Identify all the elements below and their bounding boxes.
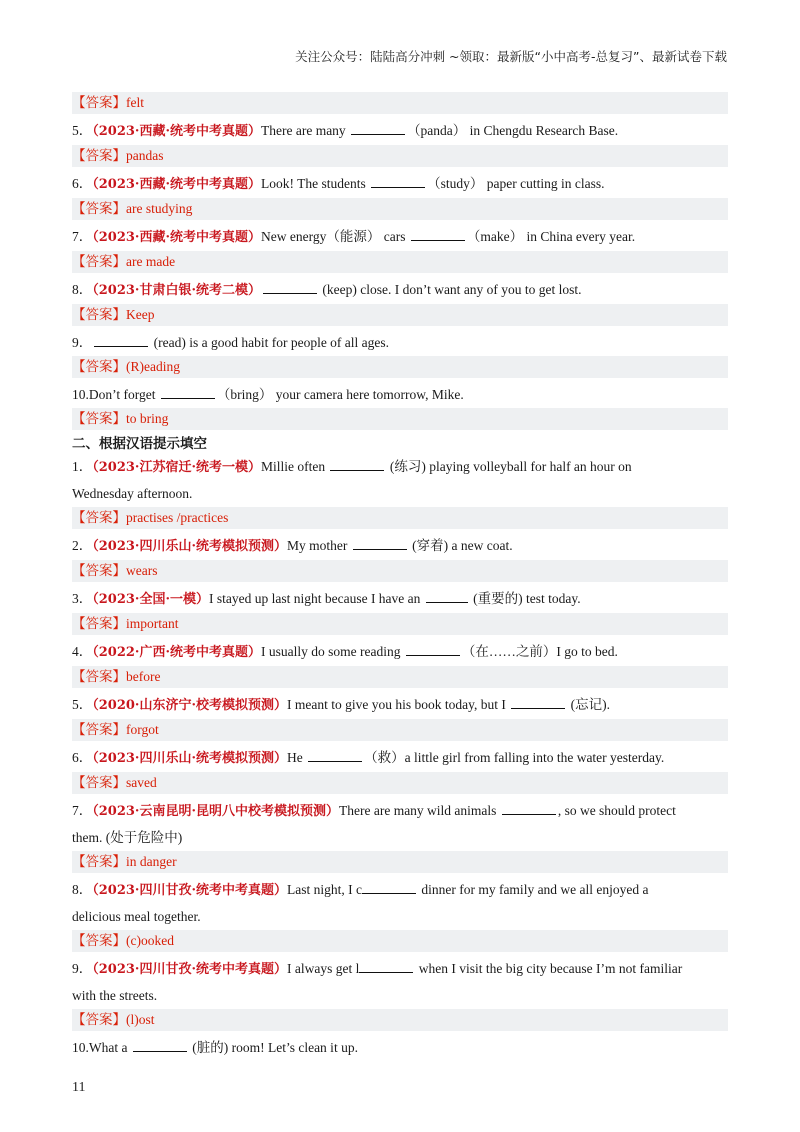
question-source: （2023·西藏·统考中考真题） xyxy=(92,124,261,139)
question-source: （2023·甘肃白银·统考二模） xyxy=(92,283,261,298)
answer-tag: 【答案】 xyxy=(72,616,126,631)
question-number: 9． xyxy=(72,961,93,976)
answer-blank xyxy=(94,332,148,347)
answer-row xyxy=(72,408,728,430)
question-text-post: (练习) playing volleyball for half an hour on xyxy=(386,459,632,474)
answer-blank xyxy=(161,384,215,399)
question-text-pre: Millie often xyxy=(260,459,329,474)
answer-text: forgot xyxy=(126,722,159,737)
question-p1-8 xyxy=(72,277,728,304)
question-p2-8 xyxy=(72,877,728,930)
answer-text: felt xyxy=(126,95,144,110)
question-source: （2022·广西·统考中考真题） xyxy=(92,645,261,660)
answer-tag: 【答案】 xyxy=(72,669,126,684)
question-text-post: (重要的) test today. xyxy=(469,591,581,606)
answer-text: wears xyxy=(126,563,158,578)
answer-blank xyxy=(511,694,565,709)
question-source: （2023·江苏宿迁·统考一模） xyxy=(92,460,261,475)
question-p1-5 xyxy=(72,118,728,145)
answer-blank xyxy=(351,120,405,135)
question-p1-7 xyxy=(72,224,728,251)
answer-tag: 【答案】 xyxy=(72,307,126,322)
question-p2-5 xyxy=(72,692,728,719)
question-p1-10 xyxy=(72,382,728,408)
answer-tag: 【答案】 xyxy=(72,563,126,578)
question-text-pre: I usually do some reading xyxy=(260,644,404,659)
answer-tag: 【答案】 xyxy=(72,359,126,374)
question-source: （2020·山东济宁·校考模拟预测） xyxy=(92,698,287,713)
question-number: 8． xyxy=(72,282,93,297)
answer-tag: 【答案】 xyxy=(72,1012,126,1027)
answer-tag: 【答案】 xyxy=(72,933,126,948)
question-text-post: (脏的) room! Let’s clean it up. xyxy=(188,1040,358,1055)
answer-tag: 【答案】 xyxy=(72,510,126,525)
answer-row xyxy=(72,666,728,688)
question-number: 4． xyxy=(72,644,93,659)
question-text-post: （study） paper cutting in class. xyxy=(427,176,605,191)
question-text-pre: I meant to give you his book today, but I xyxy=(286,697,510,712)
question-text-post: （make） in China every year. xyxy=(466,229,636,244)
question-source: （2023·四川乐山·统考模拟预测） xyxy=(92,539,287,554)
question-text-pre: I stayed up last night because I have an xyxy=(208,591,424,606)
question-p2-9 xyxy=(72,956,728,1009)
question-p1-9 xyxy=(72,330,728,356)
question-number: 10. xyxy=(72,1040,89,1055)
answer-text: Keep xyxy=(126,307,155,322)
answer-tag: 【答案】 xyxy=(72,411,126,426)
question-text-pre: What a xyxy=(88,1040,131,1055)
page-header: 关注公众号：陆陆高分冲刺 ~领取：最新版“小中高考-总复习”、最新试卷下载 xyxy=(295,49,727,64)
answer-row xyxy=(72,772,728,794)
question-p2-2 xyxy=(72,533,728,560)
question-number: 2． xyxy=(72,538,93,553)
answer-text: are studying xyxy=(126,201,193,216)
answer-text: before xyxy=(126,669,161,684)
question-number: 7． xyxy=(72,229,93,244)
question-p2-3 xyxy=(72,586,728,613)
question-text-line2: Wednesday afternoon. xyxy=(72,486,193,501)
question-text-post: （bring） your camera here tomorrow, Mike. xyxy=(216,387,464,402)
question-text-post: (keep) close. I don’t want any of you to get lost. xyxy=(318,282,582,297)
answer-tag: 【答案】 xyxy=(72,148,126,163)
answer-text: (c)ooked xyxy=(126,933,174,948)
answer-text: practises /practices xyxy=(126,510,229,525)
question-p2-10 xyxy=(72,1035,728,1061)
question-p2-7 xyxy=(72,798,728,851)
question-source: （2023·云南昆明·昆明八中校考模拟预测） xyxy=(92,804,339,819)
question-number: 6． xyxy=(72,176,93,191)
answer-text: pandas xyxy=(126,148,164,163)
answer-text: to bring xyxy=(126,411,169,426)
question-text-pre: I always get l xyxy=(286,961,360,976)
question-source: （2023·西藏·统考中考真题） xyxy=(92,230,261,245)
question-number: 6． xyxy=(72,750,93,765)
answer-row xyxy=(72,198,728,220)
answer-row xyxy=(72,930,728,952)
question-number: 10. xyxy=(72,387,89,402)
answer-tag: 【答案】 xyxy=(72,95,126,110)
answer-blank xyxy=(353,535,407,550)
answer-tag: 【答案】 xyxy=(72,722,126,737)
answer-blank xyxy=(362,879,416,894)
answer-text: saved xyxy=(126,775,157,790)
question-number: 9． xyxy=(72,335,93,350)
question-text-pre: New energy（能源） cars xyxy=(260,229,409,244)
question-text-line2: delicious meal together. xyxy=(72,909,201,924)
question-p2-1 xyxy=(72,454,728,507)
answer-tag: 【答案】 xyxy=(72,201,126,216)
section-title: 二、根据汉语提示填空 xyxy=(72,436,207,452)
question-number: 5． xyxy=(72,697,93,712)
question-text-pre: There are many wild animals xyxy=(338,803,500,818)
answer-blank xyxy=(359,958,413,973)
answer-blank xyxy=(263,279,317,294)
question-source: （2023·四川甘孜·统考中考真题） xyxy=(92,883,287,898)
question-text-post: dinner for my family and we all enjoyed a xyxy=(417,882,649,897)
answer-blank xyxy=(371,173,425,188)
question-number: 3． xyxy=(72,591,93,606)
question-number: 8． xyxy=(72,882,93,897)
question-source: （2023·西藏·统考中考真题） xyxy=(92,177,261,192)
answer-row xyxy=(72,507,728,529)
question-text-pre: My mother xyxy=(286,538,351,553)
page-number: 11 xyxy=(72,1080,86,1095)
question-text-line2: them. (处于危险中) xyxy=(72,830,183,845)
answer-row xyxy=(72,851,728,873)
question-text-post: (穿着) a new coat. xyxy=(408,538,513,553)
question-source: （2023·四川乐山·统考模拟预测） xyxy=(92,751,287,766)
question-text-pre: Don’t forget xyxy=(88,387,159,402)
question-p2-6 xyxy=(72,745,728,772)
answer-text: important xyxy=(126,616,179,631)
answer-row xyxy=(72,560,728,582)
question-text-post: （panda） in Chengdu Research Base. xyxy=(407,123,619,138)
question-text-post: （在……之前）I go to bed. xyxy=(461,644,618,659)
answer-row xyxy=(72,92,728,114)
question-text-post: (read) is a good habit for people of all ages. xyxy=(150,335,390,350)
question-text-pre: Last night, I c xyxy=(286,882,362,897)
question-text-pre: He xyxy=(286,750,307,765)
question-number: 5． xyxy=(72,123,93,138)
answer-tag: 【答案】 xyxy=(72,775,126,790)
question-text-pre: There are many xyxy=(260,123,350,138)
answer-row xyxy=(72,613,728,635)
question-number: 7． xyxy=(72,803,93,818)
answer-text: in danger xyxy=(126,854,177,869)
question-text-line2: with the streets. xyxy=(72,988,158,1003)
answer-blank xyxy=(406,641,460,656)
answer-blank xyxy=(133,1037,187,1052)
answer-text: are made xyxy=(126,254,176,269)
answer-row xyxy=(72,1009,728,1031)
answer-row xyxy=(72,356,728,378)
question-source: （2023·全国·一模） xyxy=(92,592,209,607)
question-source: （2023·四川甘孜·统考中考真题） xyxy=(92,962,287,977)
answer-blank xyxy=(308,747,362,762)
answer-tag: 【答案】 xyxy=(72,254,126,269)
answer-text: (l)ost xyxy=(126,1012,155,1027)
answer-blank xyxy=(411,226,465,241)
question-text-post: when I visit the big city because I’m not familiar xyxy=(415,961,683,976)
question-text-post: , so we should protect xyxy=(557,803,676,818)
answer-blank xyxy=(330,456,384,471)
answer-row xyxy=(72,251,728,273)
question-text-post: （救）a little girl from falling into the water yesterday. xyxy=(364,750,665,765)
question-p2-4 xyxy=(72,639,728,666)
question-number: 1． xyxy=(72,459,93,474)
document-content xyxy=(72,92,728,1061)
question-p1-6 xyxy=(72,171,728,198)
question-text-post: (忘记). xyxy=(567,697,610,712)
answer-blank xyxy=(426,588,468,603)
answer-row xyxy=(72,304,728,326)
answer-text: (R)eading xyxy=(126,359,180,374)
answer-row xyxy=(72,145,728,167)
answer-tag: 【答案】 xyxy=(72,854,126,869)
answer-blank xyxy=(502,800,556,815)
question-text-pre: Look! The students xyxy=(260,176,370,191)
answer-row xyxy=(72,719,728,741)
